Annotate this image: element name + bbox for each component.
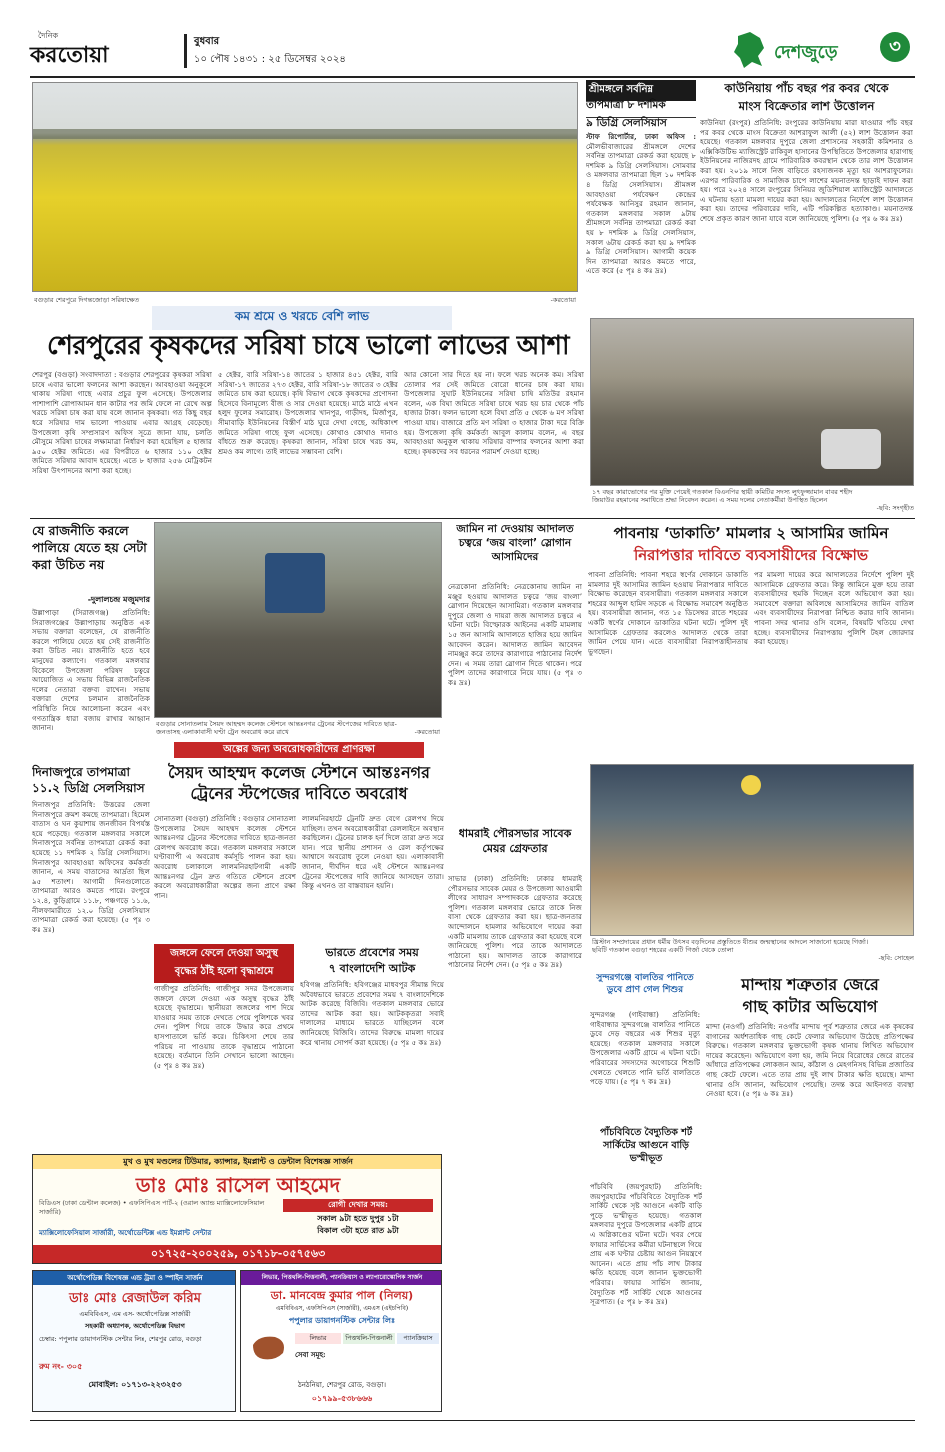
liver-ad-tag-1: লিভার: [295, 1333, 341, 1344]
dental-ad-phone: ০১৭২৫-২০০২৫৯, ০১৭১৮-০৫৭৫৬৩: [33, 1245, 442, 1263]
mustard-col-2: ৫ হেক্টর, বারি সরিষা-১৪ জাতের ১ হাজার ৪৫১ হেক্টর, বারি সরিষা-১৭ জাতের ২৭৩ হেক্টর, বারি সরিষা-১৮ জাতের ৩ হেক্টর জমিতে চাষ করা হয়েছে। কৃষি বিভাগ থেকে কৃষকদের প্রণোদনা হিসেবে বিনামূল্যে বীজ ও সার দেওয়া হয়েছে। মাঠে মাঠে এখন হলুদ ফুলের সমারোহ। উপজেলার খানপুর, গাড়ীদহ, মির্জাপুর, সীমাবাড়ি ইউনিয়নের বিস্তীর্ণ মাঠ ঘুরে দেখা গেছে, অধিকাংশ জমিতে সরিষা গাছে ফুল এসেছে। কোথাও কোথাও দানাও বাঁধতে শুরু করেছে। কৃষকরা জানান, সরিষা চাষে খরচ কম, শ্রমও কম লাগে। তাই লাভের সম্ভাবনা বেশি।: [218, 370, 398, 456]
tree-line: [33, 129, 578, 139]
kaunia-body: কাউনিয়া (রংপুর) প্রতিনিধি: রংপুরের কাউনিয়ায় মারা যাওয়ার পাঁচ বছর পর কবর থেকে মাংস বিক্রেতা আশরাফুল আলী (৫২) লাশ উত্তোলন করা হয়েছে। গতকাল মঙ্গলবার দুপুরে জেলা প্রশাসনের সহকারী কমিশনার ও এক্সিকিউটিভ ম্যাজিস্ট্রেট রাকিবুল হাসানের উপস্থিতিতে উপজেলার হারাগাছ ইউনিয়নের নাজিরদহ গ্রামে পারিবারিক কবরস্থান থেকে তার লাশ উত্তোলন করা হয়। ২০১৯ সালে নিজ বাড়িতে রহস্যজনক মৃত্যু হয় আশরাফুলের। এরপর পারিবারিক ও সামাজিক চাপে লাশের ময়নাতদন্ত ছাড়াই দাফন করা হয়। পরে ২০২৪ সালে রংপুরের সিনিয়র জুডিশিয়াল ম্যাজিস্ট্রেট আদালতে এ ঘটনায় হত্যা মামলা দায়ের করা হয়। আদালতের নির্দেশে লাশ উত্তোলন করা হয়। তাদের পরিবারের দাবি, এটি পরিকল্পিত হত্যাকাণ্ড। ময়নাতদন্ত শেষে প্রকৃত কারণ জানা যাবে বলে জানিয়েছে পুলিশ। (৫ পৃঃ ৬ কঃ দ্রঃ): [700, 118, 913, 223]
liver-organ-icon: [249, 1331, 289, 1371]
sreemangal-story: [586, 80, 696, 310]
section-title: দেশজুড়ে: [774, 42, 838, 63]
dhamrai-story: [448, 826, 582, 1150]
memorial-wreath: [821, 429, 881, 469]
rail-photo-credit: -করতোয়া: [414, 728, 440, 736]
liver-ad-name: ডা. মানবেন্দ্র কুমার পাল (নিলয়): [270, 1289, 414, 1302]
india-story: [300, 944, 444, 1150]
dinajpur-body: দিনাজপুর প্রতিনিধি: উত্তরের জেলা দিনাজপুরে ক্রমশ কমছে তাপমাত্রা। হিমেল বাতাস ও ঘন কুয়াশায় জনজীবন বিপর্যস্ত হয়ে পড়েছে। গতকাল মঙ্গলবার সকালে দিনাজপুরে সর্বনিম্ন তাপমাত্রা রেকর্ড করা হয়েছে ১১ দশমিক ২ ডিগ্রি সেলসিয়াস। দিনাজপুর আবহাওয়া অফিসের কর্মকর্তা জানান, এ সময় বাতাসের আর্দ্রতা ছিল ৯৫ শতাংশ। আগামী দিনগুলোতে তাপমাত্রা আরও কমতে পারে। রংপুরে ১২.৪, কুড়িগ্রামে ১১.৮, পঞ্চগড়ে ১১.৬, নীলফামারীতে ১২.০ ডিগ্রি সেলসিয়াস তাপমাত্রা রেকর্ড করা হয়েছে। (৫ পৃঃ ৩ কঃ দ্রঃ): [32, 800, 150, 934]
liver-ad-tag-2: পিত্তথলি-পিত্তনালী: [343, 1333, 395, 1344]
pabna-col-2: পর মামলা দায়ের করে আদালতের নির্দেশে পুলিশ দুই আসামিকে গ্রেফতার করে। কিন্তু জামিনে মুক্ত হয়ে তারা ব্যবসায়ীদের হুমকি দিচ্ছেন বলে অভিযোগ করা হয়। সমাবেশে বক্তারা অবিলম্বে আসামিদের জামিন বাতিল এবং ব্যবসায়ীদের নিরাপত্তা নিশ্চিত করার দাবি জানান। পাবনা সদর থানার ওসি বলেন, বিষয়টি খতিয়ে দেখা হচ্ছে। ব্যবসায়ীদের নিরাপত্তায় পুলিশি টহল জোরদার করা হয়েছে।: [754, 570, 914, 647]
india-headline-2: ৭ বাংলাদেশি আটক: [328, 962, 416, 975]
liver-ad-tag-3: প্যানক্রিয়াস: [397, 1333, 439, 1344]
memorial-photo-caption: ১৭ বছর কারাভোগের পর মুক্তি পেয়েই গতকাল বিএনপির স্থায়ী কমিটির সদস্য লুৎফুজ্জামান বাবর শহীদ জিয়াউর রহমানের সমাধিতে শ্রদ্ধা নিবেদন করেন। এ সময় দলের নেতাকর্মীরা উপস্থিত ছিলেন: [592, 488, 853, 504]
christmas-crib-photo: [590, 764, 914, 936]
bail-headline: জামিন না দেওয়ায় আদালত চত্বরে ‘জয় বাংলা’ স্লোগান আসামিদের: [456, 523, 574, 563]
ortho-ad-name: ডাঃ মোঃ রেজাউল করিম: [69, 1291, 201, 1306]
india-headline-1: ভারতে প্রবেশের সময়: [325, 946, 419, 959]
ortho-ad-top: অর্থোপেডিক্স বিশেষজ্ঞ এন্ড ট্রমা ও স্পাইন সার্জন: [33, 1271, 236, 1285]
politics-headline: যে রাজনীতি করলে পালিয়ে যেতে হয় সেটা করা উচিত নয়: [32, 523, 147, 572]
pabna-headline-2: নিরাপত্তার দাবিতে ব্যবসায়ীদের বিক্ষোভ: [633, 546, 869, 564]
memorial-photo-credit: -ছবি: সংগৃহীত: [876, 504, 914, 512]
liver-ad-serial: সেবা সমূহ:: [295, 1350, 326, 1359]
ortho-ad-info: চেম্বার: পপুলার ডায়াগনস্টিক সেন্টার লিঃ, শেরপুর রোড, বগুড়া: [39, 1335, 202, 1343]
ortho-ad: [32, 1270, 236, 1412]
jungle-body: গাজীপুর প্রতিনিধি: গাজীপুর সদর উপজেলায় জঙ্গলে ফেলে দেওয়া এক অসুস্থ বৃদ্ধের ঠাঁই হয়েছে বৃদ্ধাশ্রমে। স্থানীয়রা জঙ্গলের পাশ দিয়ে যাওয়ার সময় তাকে দেখতে পেয়ে পুলিশকে খবর দেন। পুলিশ গিয়ে তাকে উদ্ধার করে প্রথমে হাসপাতালে ভর্তি করে। চিকিৎসা শেষে তার পরিচয় না পাওয়ায় তাকে বৃদ্ধাশ্রমে পাঠানো হয়েছে। বর্তমানে তিনি সেখানে ভালো আছেন। (৫ পৃঃ ৪ কঃ দ্রঃ): [154, 984, 294, 1070]
liver-surgeon-ad: [240, 1270, 442, 1412]
pabna-headline-1: পাবনায় ‘ডাকাতি’ মামলার ২ আসামির জামিন: [613, 524, 889, 542]
mustard-col-1: শেরপুর (বগুড়া) সংবাদদাতা : বগুড়ার শেরপুরের কৃষকরা সরিষা চাষে এবার ভালো ফলনের আশা করছেন। আবহাওয়া অনুকূলে থাকায় সরিষা গাছে এবার প্রচুর ফুল এসেছে। উপজেলার পাশাপাশি রোপাআমন ধান কাটার পর জমি ফেলে না রেখে অল্প খরচে সরিষা চাষ করা যায় বলে জানান কৃষকরা। গত কিছু বছর ধরে সরিষার দাম ভালো পাওয়ায় এবার আগ্রহ বেড়েছে। উপজেলা কৃষি সম্প্রসারণ অফিস সূত্রে জানা যায়, চলতি মৌসুমে সরিষা চাষের লক্ষ্যমাত্রা নির্ধারণ করা হয়েছিল ৫ হাজার ৯৫০ হেক্টর জমিতে। এর বিপরীতে ৬ হাজার ১১০ হেক্টর জমিতে সরিষার আবাদ হয়েছে। এতে ৮ হাজার ২৫৬ মেট্রিকটন সরিষা উৎপাদনের আশা করা হচ্ছে।: [32, 370, 212, 475]
crib-star: [741, 775, 761, 795]
dental-ad-top: মুখ ও মুখ মণ্ডলের টিউমার, ক্যান্সার, ইমপ্লান্ট ও ডেন্টাল বিশেষজ্ঞ সার্জন: [33, 1155, 442, 1169]
sreemangal-kicker: শ্রীমঙ্গলে সর্বনিম্ন: [586, 80, 696, 101]
mustard-field-photo: [32, 82, 578, 292]
dhamrai-headline: ধামরাই পৌরসভার সাবেক মেয়র গ্রেফতার: [458, 827, 572, 855]
dhamrai-body: সাভার (ঢাকা) প্রতিনিধি: ঢাকার ধামরাই পৌরসভার সাবেক মেয়র ও উপজেলা আওয়ামী লীগের সাধারণ সম্পাদককে গ্রেফতার করেছে পুলিশ। গতকাল মঙ্গলবার ভোরে তাকে নিজ বাসা থেকে গ্রেফতার করা হয়। ছাত্র-জনতার আন্দোলনে হামলার অভিযোগে দায়ের করা একটি মামলায় তাকে গ্রেফতার করা হয়েছে বলে জানিয়েছে পুলিশ। পরে তাকে আদালতে পাঠানো হয়। আদালত তাকে কারাগারে পাঠানোর নির্দেশ দেন। (৫ পৃঃ ৫ কঃ দ্রঃ): [448, 874, 582, 970]
kaunia-headline-2: মাংস বিক্রেতার লাশ উত্তোলন: [738, 99, 875, 113]
christmas-photo-caption: খ্রিস্টান সম্প্রদায়ের প্রধান ধর্মীয় উৎসব বড়দিনের প্রস্তুতিতে যীশুর জন্মস্থানের আদলে সাজানো হয়েছে গির্জা। ছবিটি গতকাল বগুড়া শহরের একটি গির্জা থেকে তোলা: [592, 938, 869, 954]
jungle-story: [154, 944, 294, 1150]
jungle-headline-2: বৃদ্ধের ঠাঁই হলো বৃদ্ধাশ্রমে: [154, 962, 294, 983]
dental-ad-time-1: সকাল ৯টা হতে দুপুর ১টা: [317, 1213, 399, 1223]
masthead-day: বুধবার: [194, 36, 220, 47]
sundarganj-body: সুন্দরগঞ্জ (গাইবান্ধা) প্রতিনিধি: গাইবান্ধার সুন্দরগঞ্জে বালতির পানিতে ডুবে দেড় বছরের এক শিশুর মৃত্যু হয়েছে। গতকাল মঙ্গলবার সকালে উপজেলার একটি গ্রামে এ ঘটনা ঘটে। পরিবারের সদস্যদের অগোচরে শিশুটি খেলতে খেলতে পানি ভর্তি বালতিতে পড়ে যায়। (৫ পৃঃ ৭ কঃ দ্রঃ): [590, 1010, 700, 1087]
bail-body: নেত্রকোনা প্রতিনিধি: নেত্রকোনায় জামিন না মঞ্জুর হওয়ায় আদালত চত্বরে ‘জয় বাংলা’ স্লোগান দিয়েছেন আসামিরা। গতকাল মঙ্গলবার দুপুরে জেলা ও দায়রা জজ আদালত চত্বরে এ ঘটনা ঘটে। বিস্ফোরক আইনের একটি মামলায় ১৫ জন আসামি আদালতে হাজির হয়ে জামিন আবেদন করেন। আদালত জামিন আবেদন নামঞ্জুর করে তাদের কারাগারে পাঠানোর নির্দেশ দেন। এ সময় তারা স্লোগান দিতে থাকেন। পরে পুলিশ তাদের কারাগারে নিয়ে যায়। (৫ পৃঃ ৩ কঃ দ্রঃ): [448, 582, 582, 687]
ortho-ad-phone: মোবাইল: ০১৭১৩-২২৩২৫৩: [88, 1379, 182, 1389]
page-number: ৩: [880, 32, 910, 62]
dental-ad-name: ডাঃ মোঃ রাসেল আহমেদ: [135, 1173, 341, 1197]
sreemangal-body: [586, 132, 696, 308]
manda-body: মান্দা (নওগাঁ) প্রতিনিধি: নওগাঁর মান্দায় পূর্ব শত্রুতার জেরে এক কৃষকের বাগানের অর্ধশতাধিক গাছ কেটে ফেলার অভিযোগ উঠেছে প্রতিপক্ষের বিরুদ্ধে। গতকাল মঙ্গলবার ভুক্তভোগী কৃষক থানায় লিখিত অভিযোগ দায়ের করেছেন। অভিযোগে বলা হয়, জমি নিয়ে বিরোধের জেরে রাতের আঁধারে প্রতিপক্ষের লোকজন আম, কাঁঠাল ও মেহগনিসহ বিভিন্ন প্রজাতির গাছ কেটে ফেলে। এতে তার প্রায় দুই লাখ টাকার ক্ষতি হয়েছে। মান্দা থানার ওসি জানান, অভিযোগ পেয়েছি। তদন্ত করে আইনগত ব্যবস্থা নেওয়া হবে। (৫ পৃঃ ৬ কঃ দ্রঃ): [706, 1022, 914, 1099]
mustard-col-3: আর কোনো সার দিতে হয় না। ফলে খরচ অনেক কম। সরিষা তোলার পর সেই জমিতে বোরো ধানের চাষ করা যায়। উপজেলার সুঘাট ইউনিয়নের সরিষা চাষি মতিউর রহমান বলেন, এক বিঘা জমিতে সরিষা চাষে খরচ হয় চার থেকে পাঁচ হাজার টাকা। ফলন ভালো হলে বিঘা প্রতি ৫ থেকে ৬ মণ সরিষা পাওয়া যায়। বাজারে প্রতি মণ সরিষা ৩ হাজার টাকা দরে বিক্রি হয়। উপজেলা কৃষি কর্মকর্তা আবুল কালাম বলেন, এ বছর আবহাওয়া অনুকূল থাকায় সরিষার বাম্পার ফলনের আশা করা হচ্ছে। কৃষকদের সব ধরনের পরামর্শ দেওয়া হচ্ছে।: [404, 370, 584, 456]
section-rule-1: [30, 518, 915, 519]
dental-ad-time-title: রোগী দেখার সময়:: [283, 1199, 433, 1212]
liver-ad-degree: এমবিবিএস, এফসিপিএস (সার্জারী), এমএস (এইচপিবি): [275, 1305, 409, 1312]
politics-story: [32, 522, 150, 762]
jungle-headline-1: জঙ্গলে ফেলে দেওয়া অসুস্থ: [154, 944, 294, 965]
sreemangal-byline: স্টাফ রিপোর্টার, ঢাকা অফিস :: [586, 132, 696, 141]
mustard-photo-caption: বগুড়ার শেরপুরে দিগন্তজোড়া সরিষাক্ষেত: [34, 296, 140, 304]
dental-ad: [32, 1154, 442, 1264]
christmas-photo-credit: -ছবি: সোহেল: [878, 954, 914, 962]
politics-author: -দুলালচন্দ্র মজুমদার: [87, 595, 150, 604]
newspaper-name: করতোয়া: [30, 43, 109, 68]
manda-headline-1: মান্দায় শত্রুতার জেরে: [741, 975, 879, 994]
politics-body: উল্লাপাড়া (সিরাজগঞ্জ) প্রতিনিধি: সিরাজগঞ্জের উল্লাপাড়ায় অনুষ্ঠিত এক সভায় বক্তারা বলেছেন, যে রাজনীতি করলে পালিয়ে যেতে হয় সেই রাজনীতি করা উচিত নয়। রাজনীতি হতে হবে মানুষের কল্যাণে। গতকাল মঙ্গলবার বিকেলে উপজেলা পরিষদ চত্বরে আয়োজিত এ সভায় বিভিন্ন রাজনৈতিক দলের নেতারা বক্তব্য রাখেন। সভায় বক্তারা দেশের চলমান রাজনৈতিক পরিস্থিতি নিয়ে আলোচনা করেন এবং গণতান্ত্রিক ধারা বজায় রাখার আহ্বান জানান।: [32, 608, 150, 733]
mustard-photo-credit: -করতোয়া: [550, 296, 576, 304]
liver-ad-top: লিভার, পিত্তথলি-পিত্তনালী, প্যানক্রিয়াস ও ল্যাপারোস্কোপিক সার্জন: [241, 1271, 442, 1285]
ortho-ad-degree: এমবিবিএস, এম এস- অর্থোপেডিক্স সার্জারী: [79, 1310, 191, 1318]
sundarganj-headline: সুন্দরগঞ্জে বালতির পানিতে ডুবে প্রাণ গেল শিশুর: [596, 973, 694, 995]
fire-story: [590, 1126, 702, 1412]
bail-story: [448, 522, 582, 822]
masthead-rule: [30, 76, 915, 78]
rail-kicker: অল্পের জন্য অবরোধকারীদের প্রাণরক্ষা: [174, 742, 424, 758]
sundarganj-story: [590, 972, 700, 1122]
rail-col-2: লালমনিরহাটে ট্রেনটি দ্রুত বেগে রেলপথ দিয়ে যাচ্ছিল। তখন অবরোধকারীরা রেললাইনে অবস্থান করছিলেন। ট্রেনের চালক হর্ন দিলে তারা দ্রুত সরে যান। পরে স্থানীয় প্রশাসন ও রেল কর্তৃপক্ষের আশ্বাসে অবরোধ তুলে নেওয়া হয়। এলাকাবাসী জানান, দীর্ঘদিন ধরে এই স্টেশনে আন্তঃনগর ট্রেনের স্টপেজের দাবি জানিয়ে আসছেন তারা। কিন্তু এখনও তা বাস্তবায়ন হয়নি।: [302, 814, 444, 891]
sreemangal-headline-2: ৯ ডিগ্রি সেলসিয়াস: [586, 117, 667, 129]
sreemangal-text: মৌলভীবাজারের শ্রীমঙ্গলে দেশের সর্বনিম্ন তাপমাত্রা রেকর্ড করা হয়েছে ৮ দশমিক ৯ ডিগ্রি সেলসিয়াস। সোমবার ও মঙ্গলবার তাপমাত্রা ছিল ১০ দশমিক ৪ ডিগ্রি সেলসিয়াস। শ্রীমঙ্গল আবহাওয়া পর্যবেক্ষণ কেন্দ্রের পর্যবেক্ষক আনিসুর রহমান জানান, গতকাল মঙ্গলবার সকাল ৯টায় শ্রীমঙ্গলে সর্বনিম্ন তাপমাত্রা রেকর্ড করা হয় ৮ দশমিক ৯ ডিগ্রি সেলসিয়াস, সকাল ৬টায় রেকর্ড করা হয় ৯ দশমিক ৯ ডিগ্রি সেলসিয়াস। আগামী কয়েক দিন তাপমাত্রা আরও কমতে পারে, এতে করে (৫ পৃঃ ৪ কঃ দ্রঃ): [586, 141, 696, 276]
sreemangal-headline-1: তাপমাত্রা ৮ দশমিক: [586, 98, 696, 118]
fire-body: পাঁচবিবি (জয়পুরহাট) প্রতিনিধি: জয়পুরহাটের পাঁচবিবিতে বৈদ্যুতিক শর্ট সার্কিট থেকে সৃষ্ট আগুনে একটি বাড়ি পুড়ে ভস্মীভূত হয়েছে। গতকাল মঙ্গলবার দুপুরে উপজেলার একটি গ্রামে এ অগ্নিকাণ্ডের ঘটনা ঘটে। খবর পেয়ে ফায়ার সার্ভিসের কর্মীরা ঘটনাস্থলে গিয়ে প্রায় এক ঘণ্টার চেষ্টায় আগুন নিয়ন্ত্রণে আনেন। এতে প্রায় পাঁচ লাখ টাকার ক্ষতি হয়েছে বলে জানান ভুক্তভোগী পরিবার। ফায়ার সার্ভিস জানায়, বৈদ্যুতিক শর্ট সার্কিট থেকে আগুনের সূত্রপাত। (৫ পৃঃ ৮ কঃ দ্রঃ): [590, 1182, 702, 1307]
kaunia-headline-1: কাউনিয়ায় পাঁচ বছর পর কবর থেকে: [724, 81, 889, 95]
kaunia-story: [700, 80, 913, 310]
train-shape: [265, 553, 325, 613]
dinajpur-story: [32, 764, 150, 994]
mustard-kicker: কম শ্রমে ও খরচে বেশি লাভ: [152, 306, 452, 330]
pabna-story: [588, 522, 914, 762]
fire-headline: পাঁচবিবিতে বৈদ্যুতিক শর্ট সার্কিটের আগুনে বাড়ি ভস্মীভূত: [599, 1127, 693, 1164]
masthead-small: দৈনিক: [38, 31, 59, 40]
rail-photo-caption: বগুড়ার সোনাতলায় সৈয়দ আহম্মদ কলেজ স্টেশনে আন্তঃনগর ট্রেনের স্টপেজের দাবিতে ছাত্র-জনতাসহ এলাকাবাসী ঘণ্টা ট্রেন অবরোধ করে রাখে: [156, 720, 397, 736]
pabna-col-1: পাবনা প্রতিনিধি: পাবনা শহরে স্বর্ণের দোকানে ডাকাতি মামলার দুই আসামির জামিন হওয়ায় নিরাপত্তার দাবিতে বিক্ষোভ করেছেন ব্যবসায়ীরা। গতকাল মঙ্গলবার সকালে শহরের আব্দুল হামিদ সড়কে এ বিক্ষোভ সমাবেশ অনুষ্ঠিত হয়। ব্যবসায়ীরা জানান, গত ১৫ ডিসেম্বর রাতে শহরের একটি স্বর্ণের দোকানে ডাকাতির ঘটনা ঘটে। পুলিশ দুই আসামিকে গ্রেফতার করলেও আদালত থেকে তারা জামিন পেয়ে যান। এতে ব্যবসায়ীরা নিরাপত্তাহীনতায় ভুগছেন।: [588, 570, 748, 656]
masthead-date: ১০ পৌষ ১৪৩১ : ২৫ ডিসেম্বর ২০২৪: [194, 54, 346, 65]
rail-blockade-photo: [154, 522, 442, 718]
manda-headline-2: গাছ কাটার অভিযোগ: [742, 997, 878, 1016]
memorial-photo: [590, 318, 914, 486]
manda-story: [706, 972, 914, 1412]
liver-ad-phone: ০১৭৯৯-৫৩৮৬৬৬: [311, 1393, 373, 1403]
rail-story: [154, 742, 444, 942]
rail-headline: সৈয়দ আহম্মদ কলেজ স্টেশনে আন্তঃনগর ট্রেনের স্টপেজের দাবিতে অবরোধ: [168, 763, 430, 803]
ortho-ad-center: সহকারী অধ্যাপক, অর্থোপেডিক্স বিভাগ: [85, 1322, 185, 1330]
mustard-headline: শেরপুরের কৃষকদের সরিষা চাষে ভালো লাভের আশা: [46, 331, 570, 361]
ortho-ad-room: রুম নং- ৩০৫: [39, 1361, 83, 1371]
dinajpur-headline: দিনাজপুরে তাপমাত্রা ১১.২ ডিগ্রি সেলসিয়াস: [32, 765, 145, 795]
dental-ad-degree: বিডিএস (ঢাকা ডেন্টাল কলেজ) • এফসিপিএস পার্ট-২ (ওরাল অ্যান্ড ম্যাক্সিলোফেসিয়াল সার্জারি): [39, 1199, 265, 1216]
masthead-divider: [184, 34, 187, 68]
liver-ad-address: ঠনঠনিয়া, শেরপুর রোড, বগুড়া।: [297, 1381, 387, 1389]
footer-rule: [30, 1420, 915, 1421]
india-body: হবিগঞ্জ প্রতিনিধি: হবিগঞ্জের মাধবপুর সীমান্ত দিয়ে অবৈধভাবে ভারতে প্রবেশের সময় ৭ বাংলাদেশিকে আটক করেছে বিজিবি। গতকাল মঙ্গলবার ভোরে তাদের আটক করা হয়। আটককৃতরা সবাই দালালের মাধ্যমে ভারতে যাচ্ছিলেন বলে জানিয়েছে বিজিবি। তাদের বিরুদ্ধে মামলা দায়ের করে থানায় সোপর্দ করা হয়েছে। (৫ পৃঃ ৫ কঃ দ্রঃ): [300, 980, 444, 1047]
masthead: [30, 26, 915, 74]
dental-ad-clinic: ম্যাক্সিলোফেসিয়াল সার্জারী, অর্থোডেন্টিক্স এন্ড ইমপ্লান্ট সেন্টার: [39, 1228, 212, 1237]
section-banner: [730, 28, 915, 72]
mustard-story: [32, 306, 584, 506]
bangladesh-map-icon: [730, 30, 770, 70]
liver-ad-org: পপুলার ডায়াগনস্টিক সেন্টার লিঃ: [288, 1315, 396, 1325]
rail-col-1: সোনাতলা (বগুড়া) প্রতিনিধি : বগুড়ার সোনাতলা উপজেলার সৈয়দ আহম্মদ কলেজ স্টেশনে আন্তঃনগর ট্রেনের স্টপেজের দাবিতে ছাত্র-জনতা রেলপথ অবরোধ করে। গতকাল মঙ্গলবার সকালে ঘণ্টাব্যাপী এ অবরোধ কর্মসূচি পালন করা হয়। অবরোধ চলাকালে লালমনিরহাটগামী একটি আন্তঃনগর ট্রেন দ্রুত গতিতে স্টেশনে প্রবেশ করলে অবরোধকারীরা অল্পের জন্য প্রাণে রক্ষা পান।: [154, 814, 296, 900]
dental-ad-time-2: বিকাল ৩টা হতে রাত ৯টা: [317, 1225, 399, 1235]
